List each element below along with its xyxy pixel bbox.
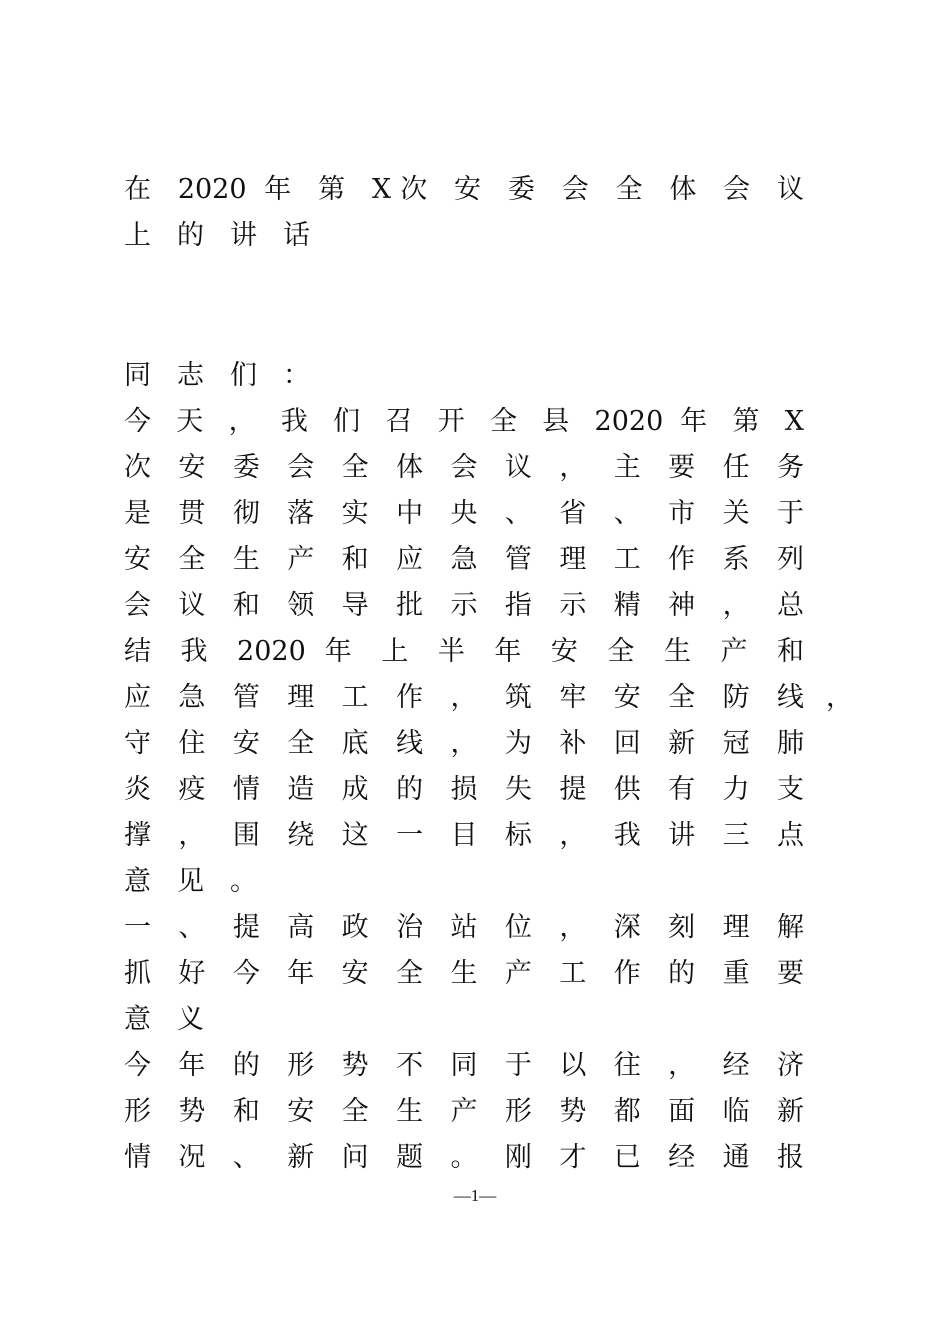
- body-line-12: 今 年 的 形 势 不 同 于 以 往 ， 经 济: [124, 1050, 804, 1081]
- body-line-11: 意见。: [124, 866, 283, 897]
- section-heading-line-3: 意义: [124, 1004, 230, 1035]
- body-line-6: 结 我 2020 年 上 半 年 安 全 生 产 和: [124, 636, 804, 667]
- title-line-1: 在 2020 年 第 X次 安 委 会 全 体 会 议: [124, 174, 804, 205]
- section-heading-line-1: 一 、 提 高 政 治 站 位 ， 深 刻 理 解: [124, 912, 804, 943]
- body-line-2: 次 安 委 会 全 体 会 议 ， 主 要 任 务: [124, 452, 804, 483]
- page-number: —1—: [453, 1186, 497, 1205]
- body-line-1: 今 天 ， 我 们 召 开 全 县 2020 年 第 X: [124, 406, 804, 437]
- title-line-2: 上的讲话: [124, 220, 336, 251]
- body-line-14: 情 况 、 新 问 题 。 刚 才 已 经 通 报: [124, 1142, 804, 1173]
- body-line-4: 安 全 生 产 和 应 急 管 理 工 作 系 列: [124, 544, 804, 575]
- body-line-8: 守 住 安 全 底 线 ， 为 补 回 新 冠 肺: [124, 728, 804, 759]
- body-line-10: 撑 ， 围 绕 这 一 目 标 ， 我 讲 三 点: [124, 820, 804, 851]
- body-line-13: 形 势 和 安 全 生 产 形 势 都 面 临 新: [124, 1096, 804, 1127]
- body-line-7: 应 急 管 理 工 作 ， 筑 牢 安 全 防 线: [124, 682, 804, 713]
- body-line-3: 是 贯 彻 落 实 中 央 、 省 、 市 关 于: [124, 498, 804, 529]
- body-line-5: 会 议 和 领 导 批 示 指 示 精 神 ， 总: [124, 590, 804, 621]
- body-line-9: 炎 疫 情 造 成 的 损 失 提 供 有 力 支: [124, 774, 804, 805]
- salutation: 同志们：: [124, 360, 336, 391]
- section-heading-line-2: 抓 好 今 年 安 全 生 产 工 作 的 重 要: [124, 958, 804, 989]
- overflow-comma: ，: [826, 682, 853, 713]
